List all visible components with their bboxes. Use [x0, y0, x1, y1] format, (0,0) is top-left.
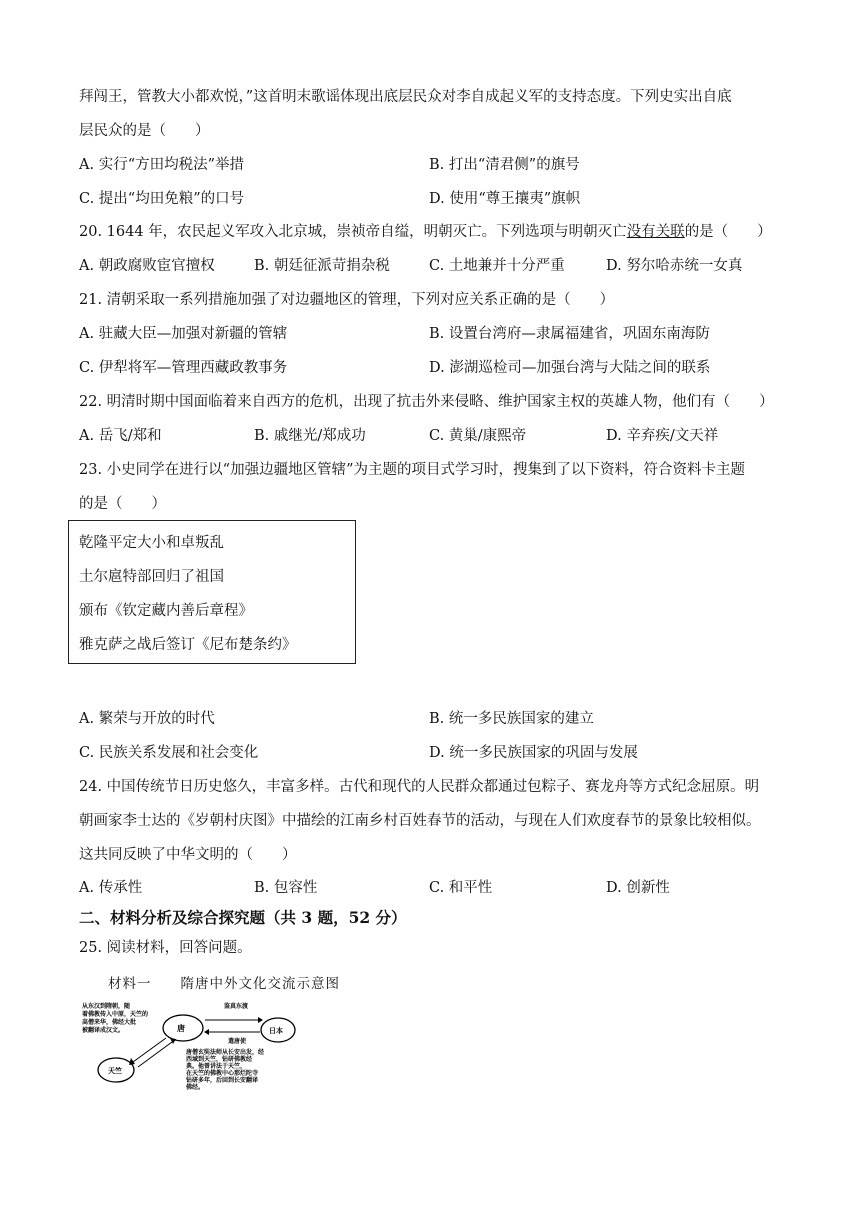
- material-card-item: 乾隆平定大小和卓叛乱: [79, 535, 224, 551]
- arrowhead: [258, 1017, 263, 1023]
- q20-option-b: B. 朝廷征派苛捐杂税: [254, 258, 390, 274]
- envoy-label: 遣唐使: [228, 1038, 247, 1045]
- material-card-item: 土尔扈特部回归了祖国: [79, 569, 224, 585]
- q20-stem-pre: 20. 1644 年，农民起义军攻入北京城，崇祯帝自缢，明朝灭亡。下列选项与明朝灭亡: [79, 224, 627, 240]
- q20-option-c: C. 土地兼并十分严重: [429, 258, 565, 274]
- q24-option-d: D. 创新性: [606, 880, 670, 896]
- q22-option-a: A. 岳飞/郑和: [79, 428, 162, 444]
- q19-stem-line2: 层民众的是（ ）: [79, 123, 210, 139]
- note-right-line: 典。他曾讲法于天竺，: [186, 1063, 247, 1070]
- q23-option-d: D. 统一多民族国家的巩固与发展: [429, 745, 638, 761]
- q22-option-d: D. 辛弃疾/文天祥: [606, 428, 719, 444]
- q22-stem: 22. 明清时期中国面临着来自西方的危机，出现了抗击外来侵略、维护国家主权的英雄人物，他们有（ ）: [79, 394, 774, 410]
- note-right-line: 唐僧玄奘法师从长安出发，经: [186, 1049, 265, 1056]
- q22-option-b: B. 戚继光/郑成功: [254, 428, 366, 444]
- q23-stem-line2: 的是（ ）: [79, 496, 166, 512]
- material-card: [68, 520, 356, 664]
- q21-option-d: D. 澎湖巡检司—加强台湾与大陆之间的联系: [429, 360, 711, 376]
- tang-label: 唐: [177, 1023, 185, 1033]
- q24-option-c: C. 和平性: [429, 880, 493, 896]
- q24-stem-line3: 这共同反映了中华文明的（ ）: [79, 847, 297, 863]
- q21-option-c: C. 伊犁将军—管理西藏政教事务: [79, 360, 288, 376]
- japan-label: 日本: [269, 1026, 283, 1035]
- q19-option-c: C. 提出“均田免粮”的口号: [79, 191, 245, 207]
- note-left-line: 着佛教传入中原，天竺的: [82, 1011, 149, 1018]
- exchange-diagram: [78, 998, 318, 1090]
- q19-stem-line1: 拜闯王，管教大小都欢悦，”这首明末歌谣体现出底层民众对李自成起义军的支持态度。下列史实出自底: [79, 89, 732, 105]
- q20-option-a: A. 朝政腐败宦官擅权: [79, 258, 215, 274]
- q19-option-b: B. 打出“清君侧”的旗号: [429, 157, 580, 173]
- q19-option-a: A. 实行“方田均税法”举措: [79, 157, 245, 173]
- q20-stem: [79, 222, 772, 242]
- material-card-item: 颁布《钦定藏内善后章程》: [79, 603, 253, 619]
- q19-option-d: D. 使用“尊王攘夷”旗帜: [429, 191, 581, 207]
- note-right-line: 钻研多年，后回到长安翻译: [186, 1077, 259, 1084]
- arrowhead: [204, 1029, 209, 1035]
- q24-option-a: A. 传承性: [79, 880, 143, 896]
- note-right-line: 西域到天竺，钻研佛教经: [186, 1056, 253, 1063]
- tianzhu-label: 天竺: [108, 1066, 122, 1075]
- q23-option-c: C. 民族关系发展和社会变化: [79, 745, 259, 761]
- q24-stem-line2: 朝画家李士达的《岁朝村庆图》中描绘的江南乡村百姓春节的活动，与现在人们欢度春节的景象比较相似。: [79, 813, 761, 829]
- q21-stem: 21. 清朝采取一系列措施加强了对边疆地区的管理，下列对应关系正确的是（ ）: [79, 292, 615, 308]
- note-left-line: 被翻译成汉文。: [82, 1027, 125, 1034]
- material-card-item: 雅克萨之战后签订《尼布楚条约》: [79, 637, 297, 653]
- q20-stem-underline: 没有关联: [626, 224, 685, 240]
- q24-option-b: B. 包容性: [254, 880, 318, 896]
- q20-stem-post: 的是（ ）: [684, 224, 772, 240]
- q24-stem-line1: 24. 中国传统节日历史悠久，丰富多样。古代和现代的人民群众都通过包粽子、赛龙舟等方式纪念屈原。明: [79, 779, 760, 795]
- q23-option-b: B. 统一多民族国家的建立: [429, 711, 594, 727]
- q21-option-b: B. 设置台湾府—隶属福建省，巩固东南海防: [429, 326, 710, 342]
- q20-option-d: D. 努尔哈赤统一女真: [606, 258, 743, 274]
- q23-stem-line1: 23. 小史同学在进行以“加强边疆地区管辖”为主题的项目式学习时，搜集到了以下资料，符合资料卡主题: [79, 462, 745, 478]
- q23-option-a: A. 繁荣与开放的时代: [79, 711, 215, 727]
- jianzhen-label: 鉴真东渡: [224, 1003, 249, 1010]
- note-left-line: 从东汉到隋朝，随: [82, 1003, 131, 1010]
- q25-stem: 25. 阅读材料，回答问题。: [79, 940, 252, 956]
- note-right-line: 在天竺的佛教中心那烂陀寺: [186, 1070, 259, 1077]
- q21-option-a: A. 驻藏大臣—加强对新疆的管辖: [79, 326, 288, 342]
- q22-option-c: C. 黄巢/康熙帝: [429, 428, 527, 444]
- note-right-line: 佛经。: [186, 1084, 205, 1090]
- section-heading: 二、材料分析及综合探究题（共 3 题，52 分）: [79, 908, 407, 927]
- figure-caption: 材料一 隋唐中外文化交流示意图: [108, 976, 340, 992]
- note-left-line: 高僧来华，佛经大批: [82, 1019, 137, 1026]
